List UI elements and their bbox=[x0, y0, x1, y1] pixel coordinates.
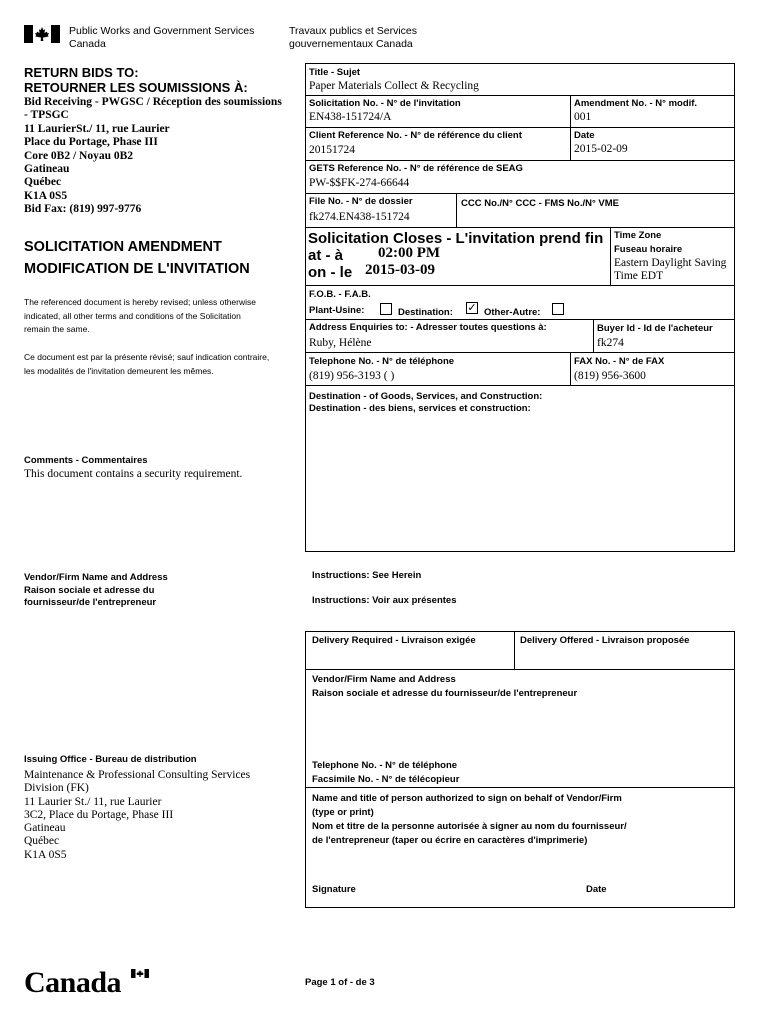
client-ref-value: 20151724 bbox=[309, 144, 355, 156]
fob-label: F.O.B. - F.A.B. bbox=[309, 289, 371, 300]
address-line: 3C2, Place du Portage, Phase III bbox=[24, 808, 174, 821]
amendment-no-label: Amendment No. - N° modif. bbox=[574, 98, 698, 109]
plant-checkbox[interactable] bbox=[380, 303, 392, 315]
vendor-label-fr-2: fournisseur/de l'entrepreneur bbox=[24, 597, 157, 608]
note-line: Ce document est par la présente révisé; sauf indication contraire, bbox=[24, 352, 270, 362]
time-zone-label-fr: Fuseau horaire bbox=[614, 244, 683, 255]
buyer-id-value: fk274 bbox=[597, 337, 624, 349]
address-line: Core 0B2 / Noyau 0B2 bbox=[24, 149, 134, 162]
time-zone-label: Time Zone bbox=[614, 230, 662, 241]
canada-flag-icon bbox=[24, 25, 60, 43]
closing-date: 2015-03-09 bbox=[365, 262, 435, 278]
vendor-fax-label: Facsimile No. - N° de télécopieur bbox=[312, 774, 460, 785]
title-label: Title - Sujet bbox=[309, 67, 361, 78]
vendor-name-label-en: Vendor/Firm Name and Address bbox=[312, 674, 456, 685]
time-zone-value: Eastern Daylight Saving bbox=[614, 257, 727, 269]
destination-goods-label-fr: Destination - des biens, services et construction: bbox=[309, 403, 531, 414]
signature-date-label: Date bbox=[586, 884, 607, 895]
file-no-label: File No. - N° de dossier bbox=[309, 196, 413, 207]
delivery-offered-label: Delivery Offered - Livraison proposée bbox=[520, 635, 690, 646]
return-bids-title-fr: RETOURNER LES SOUMISSIONS À: bbox=[24, 80, 248, 95]
note-line: indicated, all other terms and conditions of the Solicitation bbox=[24, 310, 241, 321]
signer-label-line: (type or print) bbox=[312, 807, 374, 818]
fax-value: (819) 956-3600 bbox=[574, 370, 646, 382]
wordmark-text: Canada bbox=[24, 966, 122, 999]
issuing-office-label: Issuing Office - Bureau de distribution bbox=[24, 754, 197, 765]
signer-label-line: Nom et titre de la personne autorisée à signer au nom du fournisseur/ bbox=[312, 821, 627, 832]
destination-goods-label-en: Destination - of Goods, Services, and Construction: bbox=[309, 391, 543, 402]
wordmark-flag-icon bbox=[131, 969, 149, 978]
dept-name-en: Public Works and Government Services bbox=[69, 25, 255, 37]
file-no-value: fk274.EN438-151724 bbox=[309, 211, 410, 223]
amendment-no-value: 001 bbox=[574, 111, 592, 123]
dept-name-fr: Travaux publics et Services bbox=[289, 25, 417, 37]
destination-label: Destination: bbox=[398, 307, 453, 318]
address-line: K1A 0S5 bbox=[24, 189, 68, 202]
destination-checkbox[interactable]: ✓ bbox=[467, 302, 477, 314]
gets-ref-value: PW-$$FK-274-66644 bbox=[309, 177, 410, 189]
address-enquiries-value: Ruby, Hélène bbox=[309, 337, 372, 349]
address-line: Maintenance & Professional Consulting Services bbox=[24, 769, 251, 781]
address-line: Québec bbox=[24, 835, 60, 848]
delivery-required-label: Delivery Required - Livraison exigée bbox=[312, 635, 476, 646]
other-checkbox[interactable] bbox=[552, 303, 564, 315]
instructions-en: Instructions: See Herein bbox=[312, 570, 422, 581]
address-line: Québec bbox=[24, 176, 62, 189]
amendment-title-fr: MODIFICATION DE L'INVITATION bbox=[24, 261, 250, 277]
address-enquiries-label: Address Enquiries to: - Adresser toutes questions à: bbox=[309, 322, 547, 333]
date-label: Date bbox=[574, 130, 595, 141]
vendor-label-fr: Raison sociale et adresse du bbox=[24, 584, 155, 596]
gets-ref-label: GETS Reference No. - N° de référence de SEAG bbox=[309, 163, 523, 174]
plant-label: Plant-Usine: bbox=[309, 305, 365, 316]
note-line: The referenced document is hereby revised; unless otherwise bbox=[24, 297, 256, 307]
address-line: Gatineau bbox=[24, 163, 70, 176]
dept-name-en-2: Canada bbox=[69, 38, 106, 50]
return-bids-title-en: RETURN BIDS TO: bbox=[24, 65, 139, 80]
instructions-fr: Instructions: Voir aux présentes bbox=[312, 595, 457, 606]
title-value: Paper Materials Collect & Recycling bbox=[309, 80, 479, 92]
address-line: 11 Laurier St./ 11, rue Laurier bbox=[24, 795, 162, 808]
client-ref-label: Client Reference No. - N° de référence du client bbox=[309, 130, 522, 141]
address-line: K1A 0S5 bbox=[24, 848, 67, 861]
solicitation-no-label: Solicitation No. - N° de l'invitation bbox=[309, 98, 461, 109]
solicitation-no-value: EN438-151724/A bbox=[309, 111, 392, 123]
signer-label-line: Name and title of person authorized to sign on behalf of Vendor/Firm bbox=[312, 793, 622, 804]
fax-label: FAX No. - N° de FAX bbox=[574, 356, 665, 367]
closes-label: Solicitation Closes - L'invitation prend fin bbox=[308, 230, 604, 247]
date-value: 2015-02-09 bbox=[574, 143, 628, 155]
signer-label-line: de l'entrepreneur (taper ou écrire en caractères d'imprimerie) bbox=[312, 835, 588, 846]
dept-name-fr-2: gouvernementaux Canada bbox=[289, 38, 413, 50]
ccc-label: CCC No./N° CCC - FMS No./N° VME bbox=[461, 198, 620, 209]
amendment-title-en: SOLICITATION AMENDMENT bbox=[24, 239, 222, 255]
other-label: Other-Autre: bbox=[484, 307, 541, 318]
note-line: les modalités de l'invitation demeurent les mêmes. bbox=[24, 365, 214, 376]
at-label: at - à bbox=[308, 247, 344, 264]
closing-time: 02:00 PM bbox=[378, 245, 441, 261]
vendor-telephone-label: Telephone No. - N° de téléphone bbox=[312, 760, 458, 771]
amendment-note-fr bbox=[24, 351, 269, 378]
vendor-name-label-fr: Raison sociale et adresse du fournisseur/de l'entrepreneur bbox=[312, 688, 578, 699]
time-zone-value-2: Time EDT bbox=[614, 270, 664, 282]
on-label: on - le bbox=[308, 264, 353, 281]
address-line: 11 LaurierSt./ 11, rue Laurier bbox=[24, 122, 170, 135]
canada-wordmark bbox=[24, 966, 134, 1002]
buyer-id-label: Buyer Id - Id de l'acheteur bbox=[597, 323, 713, 334]
issuing-office-address bbox=[24, 769, 250, 862]
signature-label: Signature bbox=[312, 884, 356, 895]
address-line: Bid Receiving - PWGSC / Réception des soumissions bbox=[24, 96, 282, 108]
authorized-signer-label bbox=[312, 792, 627, 848]
return-bids-address bbox=[24, 96, 282, 217]
page-number: Page 1 of - de 3 bbox=[305, 977, 375, 988]
amendment-note-en bbox=[24, 296, 256, 337]
comments-value: This document contains a security requirement. bbox=[24, 468, 243, 480]
address-line: - TPSGC bbox=[24, 109, 69, 122]
bid-fax: Bid Fax: (819) 997-9776 bbox=[24, 203, 142, 216]
address-line: Division (FK) bbox=[24, 782, 89, 795]
address-line: Place du Portage, Phase III bbox=[24, 136, 158, 149]
address-line: Gatineau bbox=[24, 822, 66, 835]
vendor-label-en: Vendor/Firm Name and Address bbox=[24, 572, 168, 583]
telephone-value: (819) 956-3193 ( ) bbox=[309, 370, 395, 382]
note-line: remain the same. bbox=[24, 324, 90, 334]
telephone-label: Telephone No. - N° de téléphone bbox=[309, 356, 455, 367]
comments-label: Comments - Commentaires bbox=[24, 455, 148, 466]
